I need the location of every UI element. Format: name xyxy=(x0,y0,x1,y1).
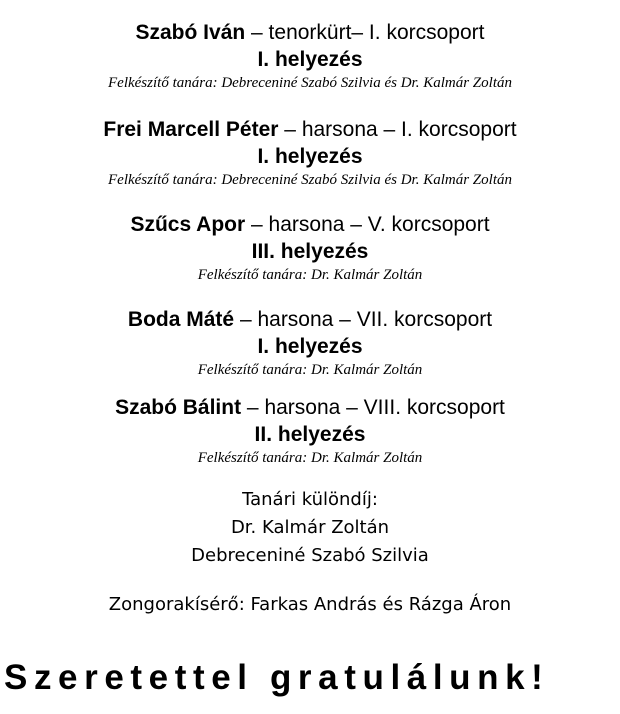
entry-3 xyxy=(0,211,620,285)
instrument-group: – tenorkürt– I. korcsoport xyxy=(245,21,485,44)
placement: II. helyezés xyxy=(254,423,366,446)
teacher-credit: Felkészítő tanára: Dr. Kalmár Zoltán xyxy=(197,362,423,378)
student-name: Szűcs Apor xyxy=(130,213,246,236)
entry-1 xyxy=(0,19,620,93)
teacher-credit: Felkészítő tanára: Debreceniné Szabó Szilvia és Dr. Kalmár Zoltán xyxy=(108,75,512,91)
entry-heading xyxy=(0,211,620,239)
special-award xyxy=(0,486,620,570)
instrument-group: – harsona – V. korcsoport xyxy=(245,213,490,236)
entry-heading xyxy=(0,116,620,144)
entry-4 xyxy=(0,306,620,380)
special-award-recipient: Debreceniné Szabó Szilvia xyxy=(191,545,429,566)
accompanist xyxy=(0,591,620,619)
entry-heading xyxy=(0,19,620,47)
congratulations-heading: Szeretettel gratulálunk! xyxy=(4,658,550,697)
placement: III. helyezés xyxy=(251,240,369,263)
teacher-credit: Felkészítő tanára: Dr. Kalmár Zoltán xyxy=(197,450,423,466)
entry-2 xyxy=(0,116,620,190)
special-award-recipient: Dr. Kalmár Zoltán xyxy=(230,517,390,538)
student-name: Frei Marcell Péter xyxy=(103,118,279,141)
teacher-credit: Felkészítő tanára: Debreceniné Szabó Szilvia és Dr. Kalmár Zoltán xyxy=(108,172,512,188)
entry-heading xyxy=(0,306,620,334)
instrument-group: – harsona – VII. korcsoport xyxy=(234,308,493,331)
instrument-group: – harsona – I. korcsoport xyxy=(278,118,517,141)
teacher-credit: Felkészítő tanára: Dr. Kalmár Zoltán xyxy=(197,267,423,283)
placement: I. helyezés xyxy=(257,335,363,358)
placement: I. helyezés xyxy=(257,48,363,71)
placement: I. helyezés xyxy=(257,145,363,168)
accompanist-line: Zongorakísérő: Farkas András és Rázga Áron xyxy=(108,594,512,615)
student-name: Szabó Iván xyxy=(135,21,246,44)
entry-5 xyxy=(0,394,620,468)
student-name: Boda Máté xyxy=(127,308,235,331)
entry-heading xyxy=(0,394,620,422)
instrument-group: – harsona – VIII. korcsoport xyxy=(241,396,505,419)
special-award-title: Tanári különdíj: xyxy=(242,489,378,510)
student-name: Szabó Bálint xyxy=(115,396,242,419)
